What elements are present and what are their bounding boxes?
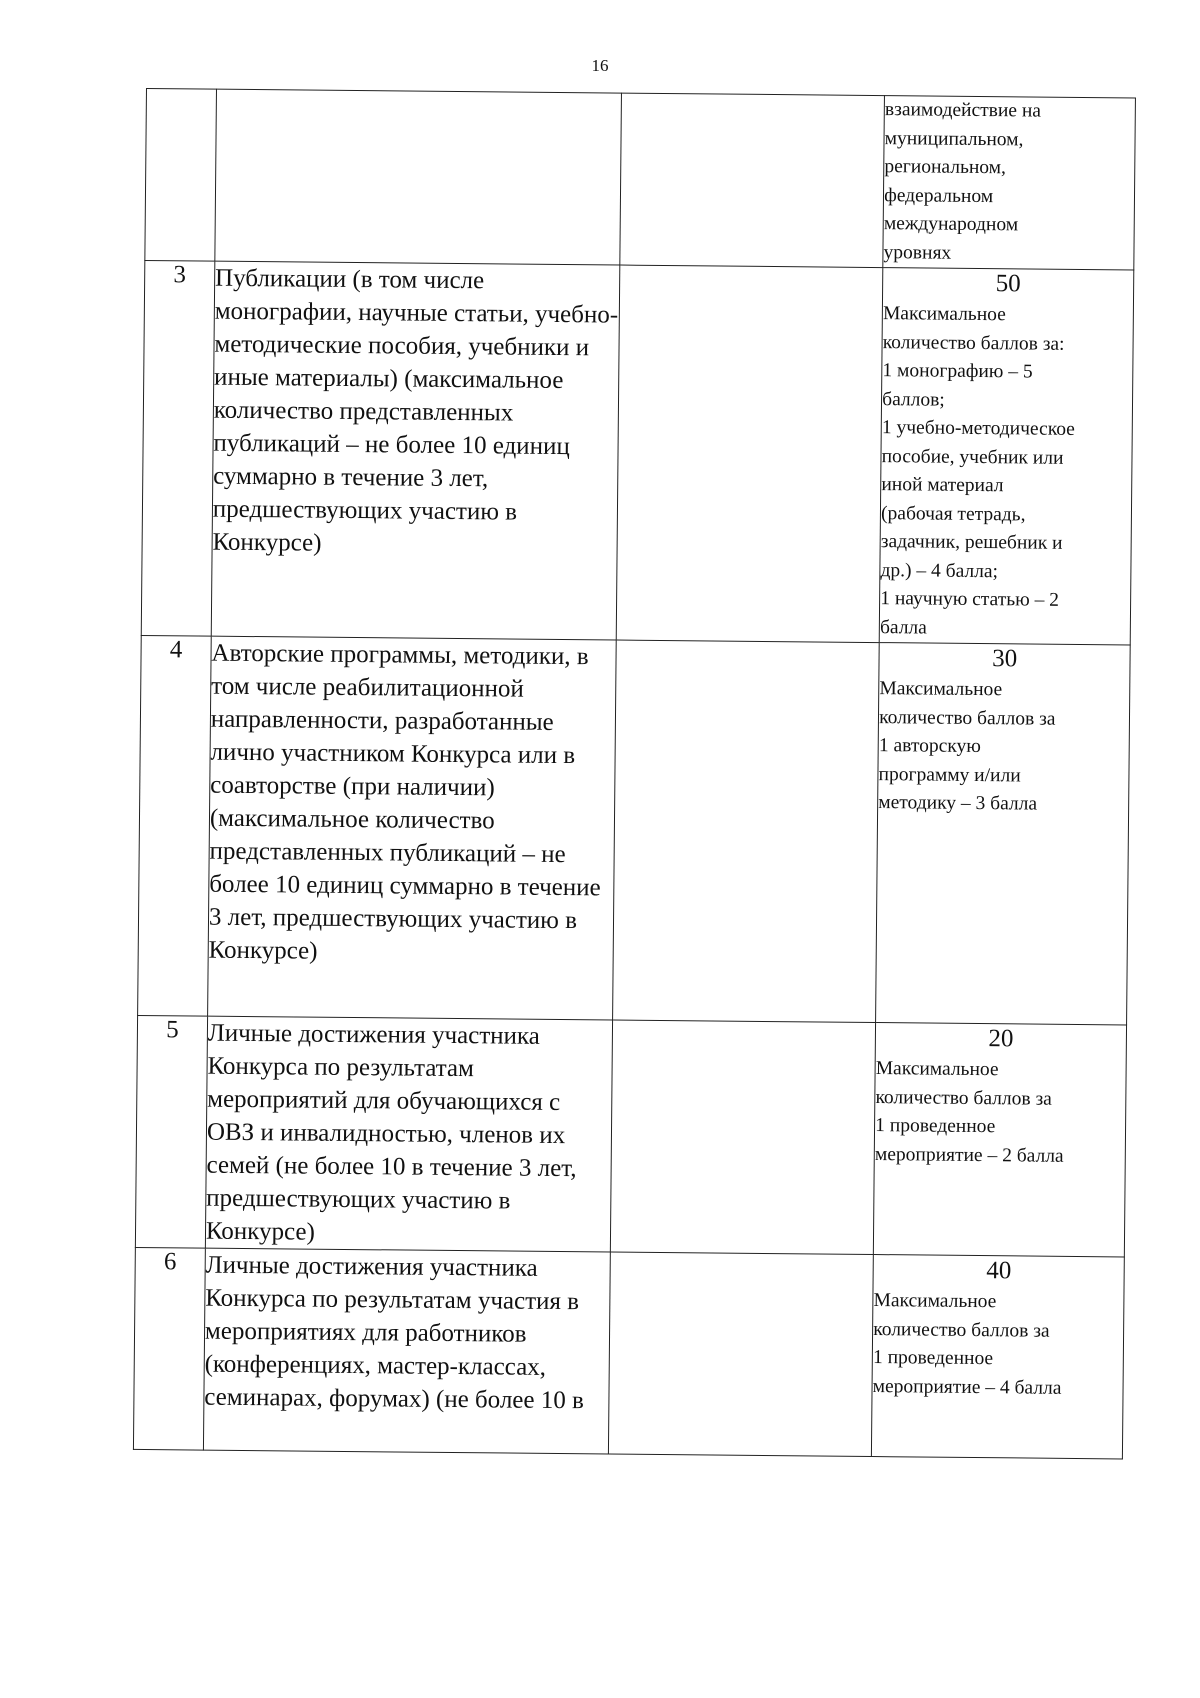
score-cell (883, 96, 1135, 270)
table-row (138, 635, 1131, 1024)
empty-cell (610, 1020, 876, 1255)
max-points: 30 (992, 645, 1018, 673)
max-points: 40 (986, 1257, 1012, 1285)
max-points: 50 (995, 270, 1021, 298)
row-number: 5 (135, 1015, 207, 1248)
empty-cell (612, 640, 879, 1023)
empty-cell (608, 1252, 874, 1457)
score-cell (873, 1023, 1126, 1257)
table-row (133, 1247, 1124, 1458)
criterion-name: Личные достижения участника Конкурса по результатам мероприятий для обучающихся с ОВЗ и инвалидностью, членов их семей (не более 10 в течение 3 лет, предшествующих участию в Конкурсе) (205, 1016, 612, 1252)
criteria-table (133, 88, 1136, 1459)
criterion-name-cell (215, 89, 621, 265)
empty-cell (619, 93, 884, 268)
table-row (135, 1015, 1126, 1256)
table-row (141, 260, 1134, 644)
row-number: 3 (141, 260, 215, 636)
score-description: Максимальное количество баллов за 1 проведенное мероприятие – 4 балла (872, 1290, 1062, 1399)
score-cell (879, 268, 1133, 645)
criterion-name: Авторские программы, методики, в том числе реабилитационной направленности, разработанные лично участником Конкурса или в соавторстве (при наличии) (максимальное количество представленных публикаций – не более 10 единиц суммарно в течение 3 лет, предшествующих участию в Конкурсе) (207, 636, 615, 1020)
score-description: Максимальное количество баллов за 1 проведенное мероприятие – 2 балла (874, 1058, 1064, 1167)
criterion-name: Личные достижения участника Конкурса по результатам участия в мероприятиях для работников (конференциях, мастер-классах, семинарах, форумах) (не более 10 в (203, 1248, 610, 1454)
page-number: 16 (591, 56, 609, 75)
max-points: 20 (988, 1025, 1014, 1053)
score-description: взаимодействие на муниципальном, региональном, федеральном международном уровнях (883, 99, 1042, 264)
score-description: Максимальное количество баллов за: 1 монографию – 5 баллов; 1 учебно-методическое пособие, учебник или иной материал (рабочая тетрадь, задачник, решебник и др.) – 4 балла; 1 научную статью – 2 балла (879, 303, 1076, 639)
score-cell (872, 1255, 1125, 1459)
row-number-cell (145, 89, 217, 262)
criterion-name: Публикации (в том числе монографии, научные статьи, учебно-методические пособия, учебники и иные материалы) (максимальное количество представленных публикаций – не более 10 единиц суммарно в течение 3 лет, предшествующих участию в Конкурсе) (211, 261, 619, 640)
table-row (145, 89, 1136, 270)
row-number: 6 (133, 1247, 205, 1450)
row-number: 4 (138, 635, 212, 1016)
empty-cell (616, 265, 883, 643)
score-description: Максимальное количество баллов за 1 авторскую программу и/или методику – 3 балла (878, 678, 1056, 815)
score-cell (876, 643, 1130, 1025)
